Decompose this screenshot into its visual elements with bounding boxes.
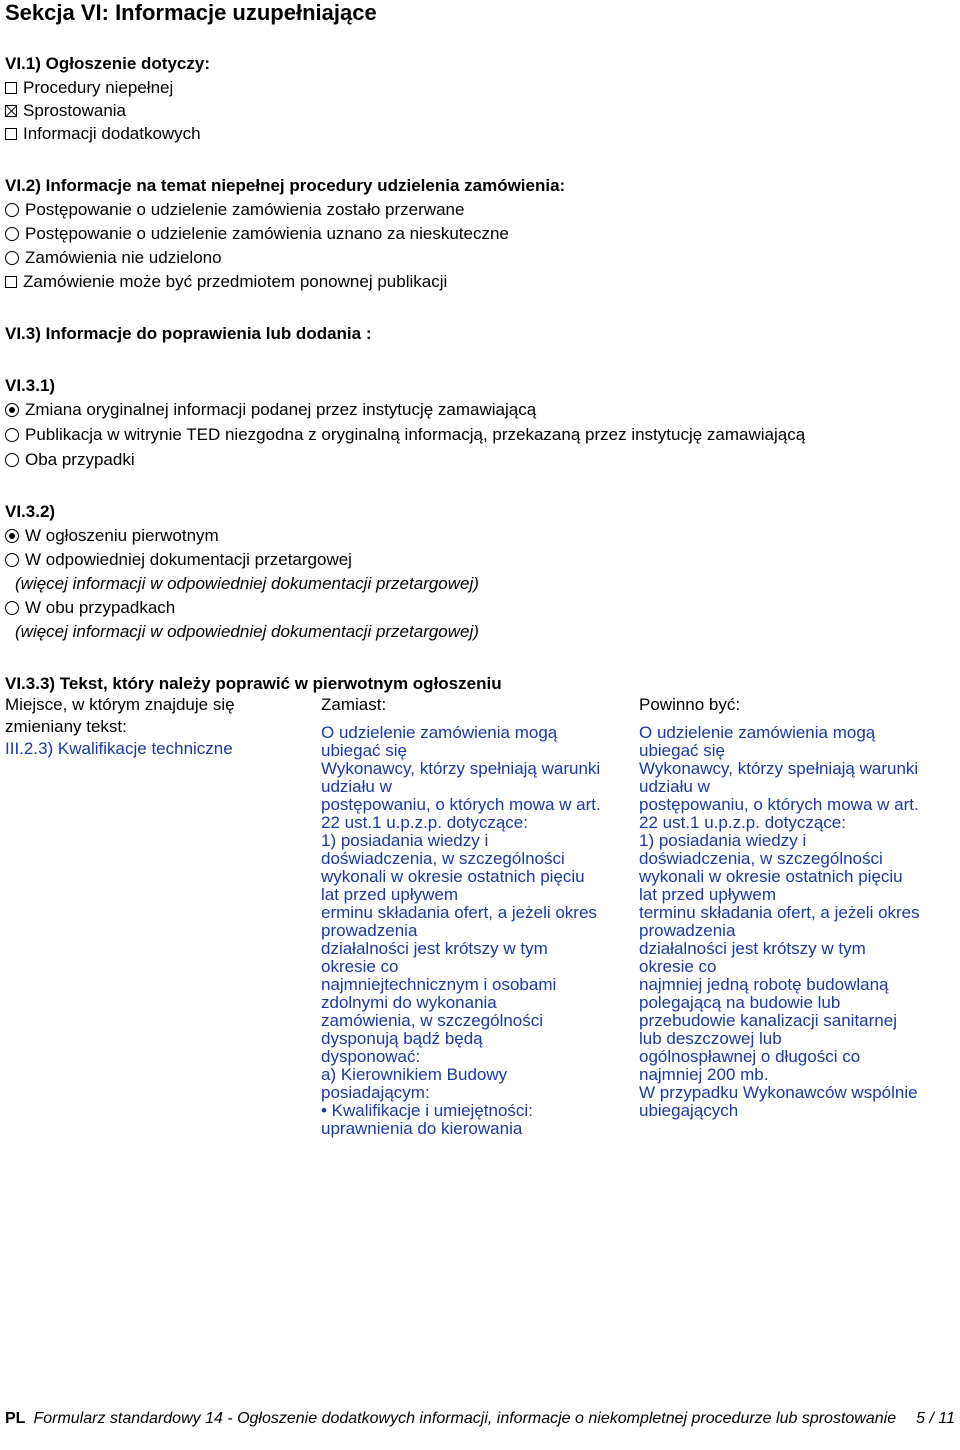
vi31-option-zmiana[interactable]: [5, 398, 536, 422]
vi33-column-location: [5, 694, 305, 760]
vi2-heading: VI.2) Informacje na temat niepełnej procedury udzielenia zamówienia:: [5, 176, 566, 195]
column-value: O udzielenie zamówienia mogą ubiegać się Wykonawcy, którzy spełniają warunki udziału w postępowaniu, o których mowa w art. 22 ust.1 u.p.z.p. dotyczące: 1) posiadania wiedzy i doświadczenia, w szczególności wykonali w okresie ostatnich pięciu lat przed upływem erminu składania ofert, a jeżeli okres prowadzenia działalności jest krótszy w tym okresie co najmniejtechnicznym i osobami zdolnymi do wykonania zamówienia, w szczególności dysponują bądź będą dysponować: a) Kierownikiem Budowy posiadającym: • Kwalifikacje i umiejętności: uprawnienia do kierowania: [321, 723, 601, 1138]
vi1-option-procedury[interactable]: [5, 76, 173, 100]
vi32-option-pierwotnym[interactable]: [5, 524, 219, 548]
option-label: Oba przypadki: [25, 450, 135, 469]
vi2-option-przerwane[interactable]: [5, 198, 464, 222]
radio-icon[interactable]: [5, 553, 19, 567]
vi32-option-obu[interactable]: [5, 596, 175, 620]
radio-icon[interactable]: [5, 251, 19, 265]
column-header: Zamiast:: [321, 695, 387, 714]
selected-radio-icon[interactable]: [5, 529, 19, 543]
section-title: Sekcja VI: Informacje uzupełniające: [5, 0, 377, 25]
vi3-heading: VI.3) Informacje do poprawienia lub dodania :: [5, 324, 372, 343]
option-label: W odpowiedniej dokumentacji przetargowej: [25, 550, 352, 569]
option-label: W ogłoszeniu pierwotnym: [25, 526, 219, 545]
vi1-option-sprostowania[interactable]: [5, 99, 126, 123]
checkbox-icon[interactable]: [5, 128, 17, 140]
option-label: Zmiana oryginalnej informacji podanej przez instytucję zamawiającą: [25, 400, 537, 419]
option-label: Zamówienie może być przedmiotem ponownej publikacji: [23, 272, 448, 291]
vi33-column-powinno-byc: [639, 694, 957, 1120]
vi1-heading: VI.1) Ogłoszenie dotyczy:: [5, 54, 210, 73]
footer-language: PL: [5, 1410, 26, 1427]
column-header: Powinno być:: [639, 695, 741, 714]
option-label: Zamówienia nie udzielono: [25, 248, 222, 267]
radio-icon[interactable]: [5, 601, 19, 615]
checkbox-icon[interactable]: [5, 276, 17, 288]
vi32-heading: VI.3.2): [5, 502, 56, 521]
option-label: W obu przypadkach: [25, 598, 176, 617]
vi33-column-zamiast: [321, 694, 639, 1138]
column-value: III.2.3) Kwalifikacje techniczne: [5, 739, 233, 758]
selected-radio-icon[interactable]: [5, 403, 19, 417]
column-header: Miejsce, w którym znajduje się zmieniany tekst:: [5, 695, 235, 736]
radio-icon[interactable]: [5, 227, 19, 241]
radio-icon[interactable]: [5, 428, 19, 442]
radio-icon[interactable]: [5, 453, 19, 467]
option-label: Informacji dodatkowych: [23, 124, 201, 143]
vi31-option-ted[interactable]: [5, 423, 805, 447]
page-footer: [5, 1408, 955, 1430]
vi32-note-2: (więcej informacji w odpowiedniej dokumentacji przetargowej): [15, 622, 479, 641]
option-label: Procedury niepełnej: [23, 78, 174, 97]
vi2-option-nie-udzielono[interactable]: [5, 246, 222, 270]
radio-icon[interactable]: [5, 203, 19, 217]
vi31-option-oba[interactable]: [5, 448, 135, 472]
vi32-note-1: (więcej informacji w odpowiedniej dokumentacji przetargowej): [15, 574, 479, 593]
footer-page-number: 5 / 11: [916, 1410, 955, 1427]
checkbox-icon[interactable]: [5, 82, 17, 94]
vi33-heading: VI.3.3) Tekst, który należy poprawić w pierwotnym ogłoszeniu: [5, 674, 502, 693]
option-label: Postępowanie o udzielenie zamówienia zostało przerwane: [25, 200, 465, 219]
option-label: Sprostowania: [23, 101, 127, 120]
vi1-option-informacji[interactable]: [5, 122, 201, 146]
option-label: Publikacja w witrynie TED niezgodna z oryginalną informacją, przekazaną przez instytucję zamawiającą: [25, 425, 806, 444]
vi31-heading: VI.3.1): [5, 376, 56, 395]
option-label: Postępowanie o udzielenie zamówienia uznano za nieskuteczne: [25, 224, 509, 243]
checked-checkbox-icon[interactable]: [5, 105, 17, 117]
footer-form-title: Formularz standardowy 14 - Ogłoszenie dodatkowych informacji, informacje o niekompletnej procedurze lub sprostowanie: [33, 1410, 897, 1427]
vi32-option-dokumentacji[interactable]: [5, 548, 352, 572]
vi2-option-nieskuteczne[interactable]: [5, 222, 509, 246]
column-value: O udzielenie zamówienia mogą ubiegać się Wykonawcy, którzy spełniają warunki udziału w postępowaniu, o których mowa w art. 22 ust.1 u.p.z.p. dotyczące: 1) posiadania wiedzy i doświadczenia, w szczególności wykonali w okresie ostatnich pięciu lat przed upływem terminu składania ofert, a jeżeli okres prowadzenia działalności jest krótszy w tym okresie co najmniej jedną robotę budowlaną polegającą na budowie lub przebudowie kanalizacji sanitarnej lub deszczowej lub ogólnospławnej o długości co najmniej 200 mb. W przypadku Wykonawców wspólnie ubiegających: [639, 723, 920, 1120]
vi2-checkbox-ponowna-publikacja[interactable]: [5, 270, 447, 294]
